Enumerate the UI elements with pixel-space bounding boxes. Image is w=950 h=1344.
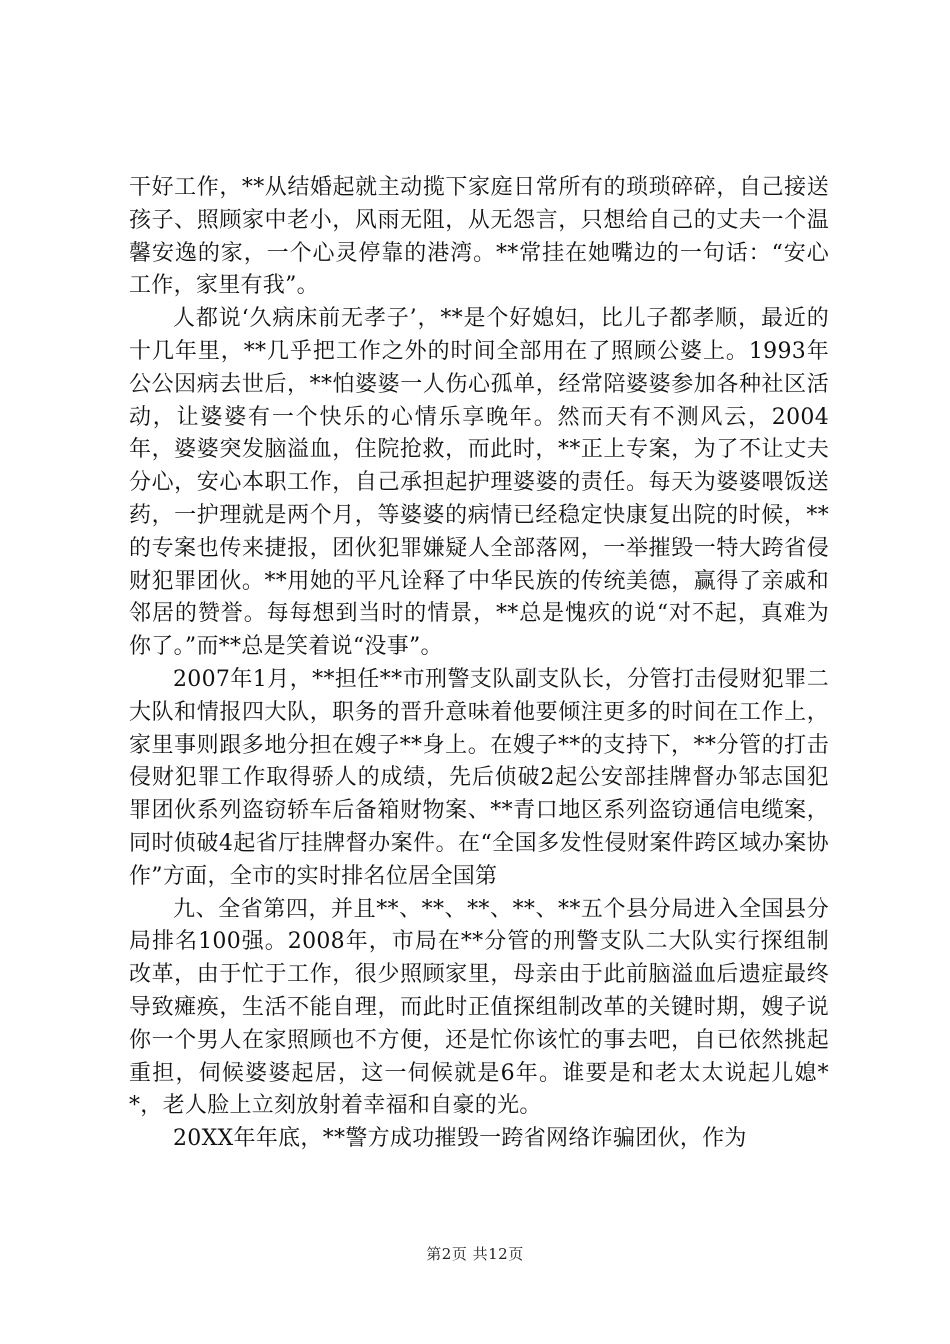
paragraph-1: 干好工作，**从结婚起就主动揽下家庭日常所有的琐琐碎碎，自己接送孩子、照顾家中老小，风雨无阻，从无怨言，只想给自己的丈夫一个温馨安逸的家，一个心灵停靠的港湾。**常挂在她嘴边的一句话：“安心工作，家里有我”。 [129, 175, 829, 299]
paragraph-5: 20XX年年底，**警方成功摧毁一跨省网络诈骗团伙，作为 [173, 1126, 747, 1152]
paragraph-4: 九、全省第四，并且**、**、**、**、**五个县分局进入全国县分局排名100强。2008年，市局在**分管的刑警支队二大队实行探组制改革，由于忙于工作，很少照顾家里，母亲由于此前脑溢血后遗症最终导致瘫痪，生活不能自理，而此时正值探组制改革的关键时期，嫂子说你一个男人在家照顾也不方便，还是忙你该忙的事去吧，自已依然挑起重担，伺候婆婆起居，这一伺候就是6年。谁要是和老太太说起儿媳**，老人脸上立刻放射着幸福和自豪的光。 [129, 896, 829, 1119]
paragraph-3: 2007年1月，**担任**市刑警支队副支队长，分管打击侵财犯罪二大队和情报四大队，职务的晋升意味着他要倾注更多的时间在工作上，家里事则跟多地分担在嫂子**身上。在嫂子**的支持下，**分管的打击侵财犯罪工作取得骄人的成绩，先后侦破2起公安部挂牌督办邹志国犯罪团伙系列盗窃轿车后备箱财物案、**青口地区系列盗窃通信电缆案，同时侦破4起省厅挂牌督办案件。在“全国多发性侵财案件跨区域办案协作”方面，全市的实时排名位居全国第 [129, 666, 829, 889]
document-body [129, 172, 829, 1156]
paragraph-2: 人都说‘久病床前无孝子’，**是个好媳妇，比儿子都孝顺，最近的十几年里，**几乎把工作之外的时间全部用在了照顾公婆上。1993年公公因病去世后，**怕婆婆一人伤心孤单，经常陪婆婆参加各种社区活动，让婆婆有一个快乐的心情乐享晚年。然而天有不测风云，2004年，婆婆突发脑溢血，住院抢救，而此时，**正上专案，为了不让丈夫分心，安心本职工作，自己承担起护理婆婆的责任。每天为婆婆喂饭送药，一护理就是两个月，等婆婆的病情已经稳定快康复出院的时候，**的专案也传来捷报，团伙犯罪嫌疑人全部落网，一举摧毁一特大跨省侵财犯罪团伙。**用她的平凡诠释了中华民族的传统美德，赢得了亲戚和邻居的赞誉。每每想到当时的情景，**总是愧疚的说“对不起，真难为你了。”而**总是笑着说“没事”。 [129, 306, 829, 660]
page-number-footer: 第2页 共12页 [426, 1245, 524, 1263]
